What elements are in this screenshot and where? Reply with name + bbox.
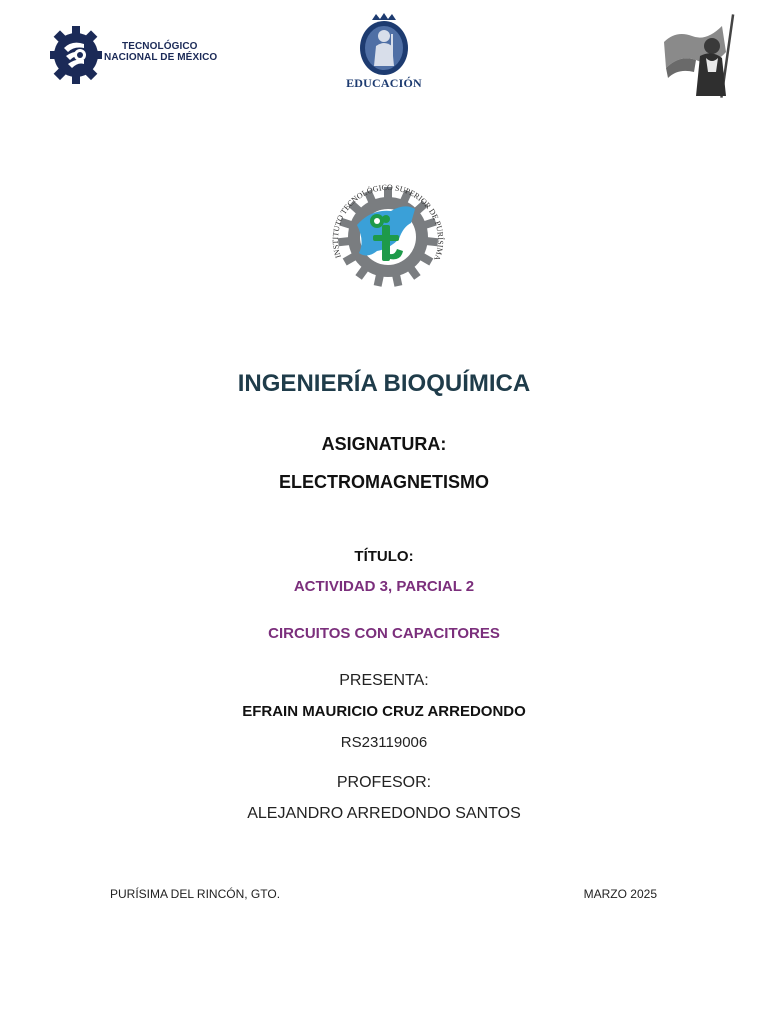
professor-name: ALEJANDRO ARREDONDO SANTOS [247, 805, 521, 822]
presenter-label: PRESENTA: [339, 672, 429, 689]
presenter-name: EFRAIN MAURICIO CRUZ ARREDONDO [242, 703, 526, 720]
presenter-id: RS23119006 [340, 734, 428, 751]
tecnm-line-1: TECNOLÓGICO [122, 41, 198, 52]
footer-date: MARZO 2025 [583, 887, 657, 901]
assignment-subtitle: CIRCUITOS CON CAPACITORES [268, 625, 500, 642]
title-label: TÍTULO: [354, 548, 414, 565]
institute-seal-icon [319, 165, 457, 303]
flag-bearer-logo [656, 12, 738, 98]
education-logo [338, 12, 430, 96]
tecnm-logo [50, 18, 220, 92]
subject-name: ELECTROMAGNETISMO [279, 472, 489, 492]
subject-label: ASIGNATURA: [321, 434, 447, 454]
footer-location: PURÍSIMA DEL RINCÓN, GTO. [110, 887, 281, 901]
seal-ring-text: INSTITUTO TECNOLÓGICO SUPERIOR DE PURÍSIMA [330, 182, 446, 262]
assignment-title: ACTIVIDAD 3, PARCIAL 2 [293, 578, 475, 595]
tecnm-wordmark [104, 41, 220, 63]
flag-bearer-icon [656, 12, 738, 98]
tecnm-line-2: NACIONAL DE MÉXICO [104, 52, 218, 63]
professor-label: PROFESOR: [336, 774, 432, 791]
education-crest-icon [338, 12, 430, 76]
education-label: EDUCACIÓN [346, 76, 422, 90]
tecnm-gear-logo-icon [50, 18, 102, 92]
institute-seal [319, 165, 457, 303]
career-heading: INGENIERÍA BIOQUÍMICA [237, 370, 531, 397]
